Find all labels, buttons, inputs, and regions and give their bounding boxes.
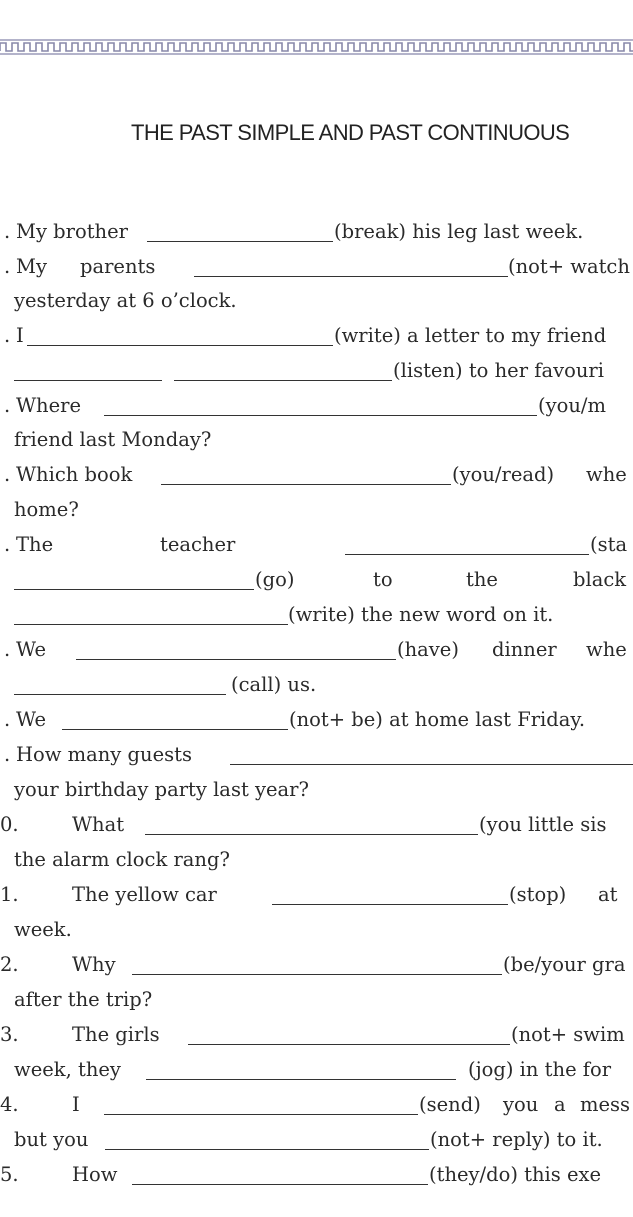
verb-hint: (write) the new word on it. (288, 603, 554, 626)
item-text: Where (16, 394, 82, 417)
verb-hint: (you/m (538, 394, 606, 417)
page-title: THE PAST SIMPLE AND PAST CONTINUOUS (131, 120, 570, 145)
item-text: to (373, 568, 393, 591)
answer-blank[interactable] (345, 554, 589, 555)
item-text: My (16, 255, 47, 278)
verb-hint: (not+ watch (508, 255, 630, 278)
item-text: but you (14, 1128, 89, 1151)
answer-blank[interactable] (132, 1184, 428, 1185)
verb-hint: (send) (419, 1093, 481, 1116)
item-text: My brother (16, 220, 128, 243)
item-text: We (16, 638, 46, 661)
item-text: How many guests (16, 743, 192, 766)
answer-blank[interactable] (105, 1149, 429, 1150)
item-number: . (4, 743, 11, 766)
verb-hint: (you little sis (479, 813, 607, 836)
item-number: . (4, 708, 11, 731)
verb-hint: (write) a letter to my friend (334, 324, 607, 347)
item-text: Why (72, 953, 116, 976)
item-text: home? (14, 498, 79, 521)
item-text: at (598, 883, 618, 906)
item-text: What (72, 813, 125, 836)
verb-hint: (not+ be) at home last Friday. (289, 708, 586, 731)
item-text: yesterday at 6 o’clock. (14, 289, 237, 312)
answer-blank[interactable] (27, 345, 333, 346)
answer-blank[interactable] (161, 484, 451, 485)
item-text: I (72, 1093, 80, 1116)
answer-blank[interactable] (188, 1044, 510, 1045)
answer-blank[interactable] (146, 1079, 456, 1080)
answer-blank[interactable] (230, 764, 633, 765)
item-number: 0. (0, 813, 19, 836)
item-text: mess (580, 1093, 631, 1116)
item-number: . (4, 220, 11, 243)
item-number: 2. (0, 953, 19, 976)
answer-blank[interactable] (14, 694, 226, 695)
verb-hint: (call) us. (231, 673, 317, 696)
item-text: whe (586, 463, 627, 486)
item-number: . (4, 324, 11, 347)
item-text: dinner (492, 638, 557, 661)
answer-blank[interactable] (174, 380, 392, 381)
answer-blank[interactable] (62, 729, 288, 730)
item-text: How (72, 1163, 118, 1186)
answer-blank[interactable] (194, 276, 508, 277)
verb-hint: (sta (590, 533, 628, 556)
item-text: black (573, 568, 627, 591)
item-text: Which book (16, 463, 133, 486)
answer-blank[interactable] (14, 380, 162, 381)
item-text: teacher (160, 533, 236, 556)
decorative-border (0, 36, 633, 58)
verb-hint: (you/read) (452, 463, 555, 486)
item-text: The (16, 533, 54, 556)
item-text: your birthday party last year? (14, 778, 309, 801)
verb-hint: (listen) to her favouri (393, 359, 604, 382)
item-text: week, they (14, 1058, 121, 1081)
item-text: you (503, 1093, 539, 1116)
item-text: the alarm clock rang? (14, 848, 230, 871)
verb-hint: (not+ reply) to it. (430, 1128, 603, 1151)
answer-blank[interactable] (132, 974, 502, 975)
verb-hint: (jog) in the for (468, 1058, 612, 1081)
item-text: We (16, 708, 46, 731)
answer-blank[interactable] (14, 589, 254, 590)
item-number: 1. (0, 883, 19, 906)
item-text: I (16, 324, 24, 347)
item-number: . (4, 255, 11, 278)
item-text: after the trip? (14, 988, 153, 1011)
verb-hint: (they/do) this exe (429, 1163, 602, 1186)
item-text: The girls (72, 1023, 160, 1046)
verb-hint: (break) his leg last week. (334, 220, 584, 243)
border-pattern (0, 36, 633, 58)
item-text: friend last Monday? (14, 428, 212, 451)
item-number: . (4, 463, 11, 486)
item-text: whe (586, 638, 627, 661)
item-number: . (4, 394, 11, 417)
answer-blank[interactable] (272, 904, 508, 905)
answer-blank[interactable] (104, 1114, 418, 1115)
item-text: the (466, 568, 498, 591)
answer-blank[interactable] (104, 415, 537, 416)
answer-blank[interactable] (76, 659, 396, 660)
item-number: . (4, 638, 11, 661)
item-text: parents (80, 255, 156, 278)
verb-hint: (be/your gra (503, 953, 626, 976)
item-text: a (554, 1093, 566, 1116)
answer-blank[interactable] (14, 624, 288, 625)
item-number: 3. (0, 1023, 19, 1046)
item-text: The yellow car (72, 883, 217, 906)
verb-hint: (stop) (509, 883, 567, 906)
verb-hint: (go) (255, 568, 295, 591)
verb-hint: (have) (397, 638, 459, 661)
item-text: week. (14, 918, 72, 941)
verb-hint: (not+ swim (511, 1023, 625, 1046)
answer-blank[interactable] (145, 834, 478, 835)
item-number: 5. (0, 1163, 19, 1186)
item-number: . (4, 533, 11, 556)
item-number: 4. (0, 1093, 19, 1116)
answer-blank[interactable] (147, 241, 333, 242)
